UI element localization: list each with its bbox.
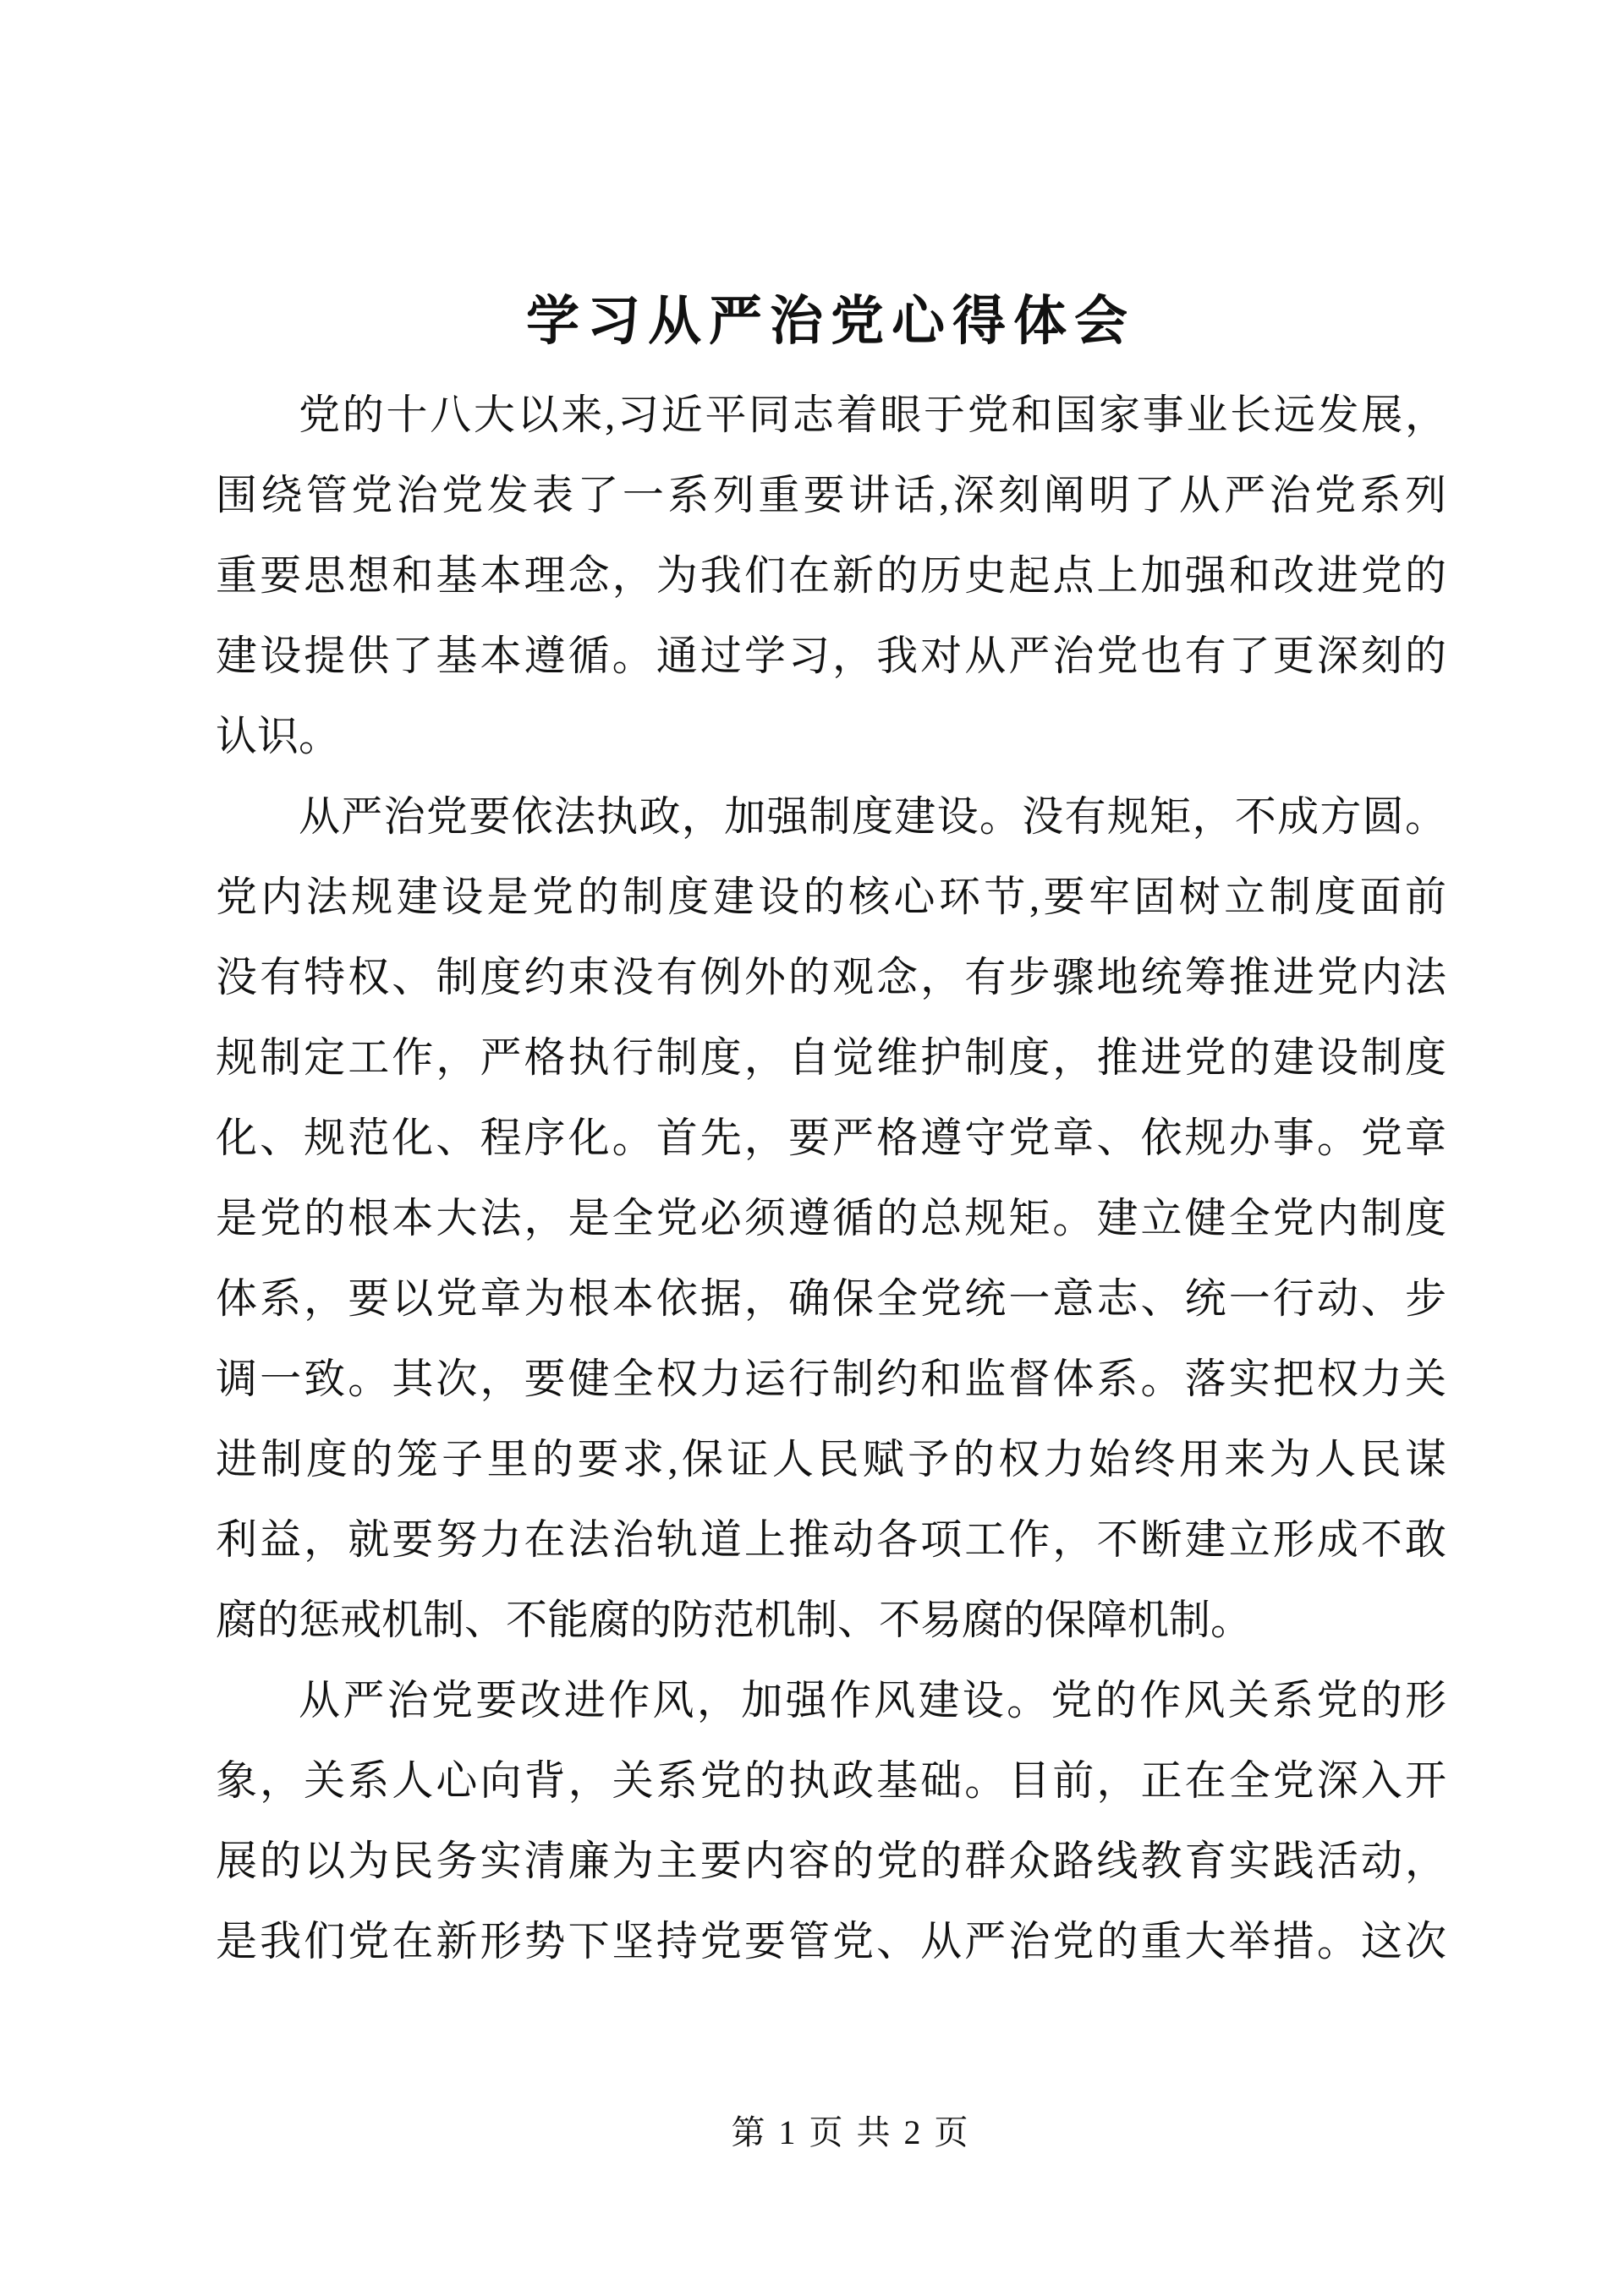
document-body [216, 375, 1446, 1981]
text-line: 没有特权、制度约束没有例外的观念，有步骤地统筹推进党内法 [216, 954, 1446, 1000]
text-line: 党的十八大以来,习近平同志着眼于党和国家事业长远发展， [299, 392, 1446, 438]
text-line: 从严治党要依法执政，加强制度建设。没有规矩，不成方圆。 [299, 793, 1446, 840]
text-line: 围绕管党治党发表了一系列重要讲话,深刻阐明了从严治党系列 [216, 472, 1446, 518]
text-line: 规制定工作，严格执行制度，自觉维护制度，推进党的建设制度 [216, 1034, 1446, 1081]
text-line: 重要思想和基本理念，为我们在新的历史起点上加强和改进党的 [216, 552, 1446, 599]
text-line: 调一致。其次，要健全权力运行制约和监督体系。落实把权力关 [216, 1356, 1446, 1402]
text-line: 建设提供了基本遵循。通过学习，我对从严治党也有了更深刻的 [216, 633, 1446, 679]
text-line: 展的以为民务实清廉为主要内容的党的群众路线教育实践活动， [216, 1838, 1446, 1884]
text-line: 进制度的笼子里的要求,保证人民赋予的权力始终用来为人民谋 [216, 1436, 1446, 1482]
text-line: 利益，就要努力在法治轨道上推动各项工作，不断建立形成不敢 [216, 1516, 1446, 1563]
text-line: 是党的根本大法，是全党必须遵循的总规矩。建立健全党内制度 [216, 1195, 1446, 1241]
text-line: 体系，要以党章为根本依据，确保全党统一意志、统一行动、步 [216, 1275, 1446, 1322]
text-line: 从严治党要改进作风，加强作风建设。党的作风关系党的形 [299, 1677, 1446, 1723]
document-title: 学习从严治党心得体会 [526, 292, 1135, 351]
page-number-footer: 第 1 页 共 2 页 [731, 2113, 971, 2151]
text-line: 党内法规建设是党的制度建设的核心环节,要牢固树立制度面前 [216, 874, 1446, 920]
text-line: 腐的惩戒机制、不能腐的防范机制、不易腐的保障机制。 [216, 1597, 1253, 1643]
text-line: 象，关系人心向背，关系党的执政基础。目前，正在全党深入开 [216, 1757, 1446, 1804]
text-line: 认识。 [216, 713, 341, 759]
text-line: 是我们党在新形势下坚持党要管党、从严治党的重大举措。这次 [216, 1918, 1446, 1964]
text-line: 化、规范化、程序化。首先，要严格遵守党章、依规办事。党章 [216, 1115, 1446, 1161]
